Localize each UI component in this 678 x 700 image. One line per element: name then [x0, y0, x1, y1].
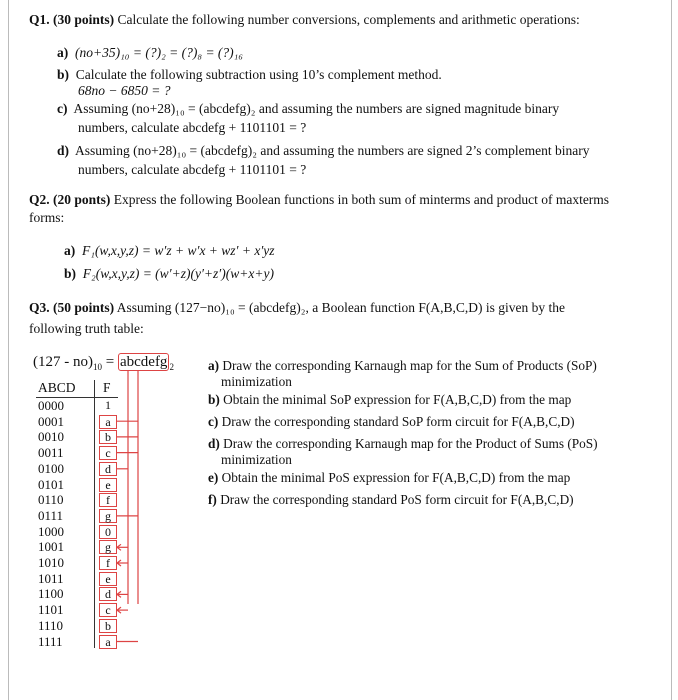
truth-row-abcd: 0001 — [38, 413, 64, 429]
q2-a-label: a) — [64, 243, 76, 258]
q3-task — [208, 436, 598, 468]
truth-row-abcd: 1000 — [38, 523, 64, 539]
q3-task — [208, 392, 571, 408]
truth-row-f: b — [99, 430, 117, 444]
q3-task-text2: minimization — [221, 452, 292, 467]
col-f-header: F — [103, 380, 111, 395]
q1-intro: Calculate the following number conversions, complements and arithmetic operations: — [117, 12, 580, 27]
eq-mid: = — [102, 354, 118, 370]
truth-row-f: 1 — [105, 398, 111, 412]
col-abcd-header: ABCD — [38, 380, 76, 395]
q3-intro2-text: following truth table: — [29, 321, 144, 336]
q1-d-label: d) — [57, 143, 70, 158]
q1-a-label: a) — [57, 45, 69, 60]
truth-row-f: c — [99, 446, 117, 460]
truth-row-f: b — [99, 619, 117, 633]
truth-row-abcd: 0101 — [38, 476, 64, 492]
truth-row-f: f — [99, 493, 117, 507]
q1-b-text: Calculate the following subtraction using 10’s complement method. — [75, 67, 442, 82]
truth-row-abcd: 1010 — [38, 555, 64, 570]
q3-task-text2: minimization — [221, 374, 292, 389]
q1-a-expr: (no+35)₁₀ = (?)₂ = (?)₈ = (?)₁₆ — [75, 45, 244, 60]
q3-task-label: f) — [208, 492, 221, 507]
truth-row-f: e — [99, 478, 117, 492]
q1-b-label: b) — [57, 67, 70, 82]
eq-sub: 10 — [93, 362, 102, 372]
truth-row-abcd: 1111 — [38, 633, 63, 649]
q3-task — [208, 470, 570, 486]
eq-left: (127 - no) — [33, 354, 93, 370]
truth-row-abcd: 1001 — [38, 539, 64, 555]
q3-task — [208, 414, 575, 430]
truth-row-f: a — [99, 415, 117, 429]
q3-task-label: a) — [208, 358, 223, 373]
truth-row-f: e — [99, 572, 117, 586]
truth-row-abcd: 0111 — [38, 507, 64, 523]
eq-sub2: 2 — [169, 362, 174, 372]
q3-task — [208, 358, 597, 390]
truth-row-abcd: 1110 — [38, 617, 64, 633]
q1-heading: Q1. (30 points) — [29, 12, 115, 27]
truth-row-f: d — [99, 462, 117, 476]
truth-row-abcd: 0011 — [38, 445, 64, 461]
q3-task-label: c) — [208, 414, 222, 429]
truth-row-abcd: 1011 — [38, 570, 64, 586]
q3-task-text: Draw the corresponding standard PoS form circuit for F(A,B,C,D) — [220, 492, 574, 507]
q3-task-text: Draw the corresponding standard SoP form circuit for F(A,B,C,D) — [221, 414, 575, 429]
q3-task-text: Draw the corresponding Karnaugh map for the Product of Sums (PoS) — [223, 436, 598, 451]
q2-a-expr: F₁(w,x,y,z) = w′z + w′x + wz′ + x′yz — [82, 243, 275, 258]
q3-task-text: Obtain the minimal SoP expression for F(A,B,C,D) from the map — [223, 392, 572, 407]
q1-d-line2-text: numbers, calculate abcdefg + 1101101 = ? — [78, 162, 307, 177]
q3-task-text: Draw the corresponding Karnaugh map for the Sum of Products (SoP) — [222, 358, 597, 373]
q3-task-label: e) — [208, 470, 222, 485]
truth-row-abcd: 1101 — [38, 602, 64, 618]
truth-row-f: d — [99, 587, 117, 601]
q2-b-label: b) — [64, 266, 77, 281]
q1-c-line1: Assuming (no+28)₁₀ = (abcdefg)₂ and assuming the numbers are signed magnitude binary — [73, 101, 560, 116]
eq-right-boxed: abcdefg — [119, 354, 168, 370]
q1-b-expr-text: 68no − 6850 = ? — [78, 83, 171, 98]
truth-row-f: 0 — [99, 525, 117, 539]
q2-intro2-text: forms: — [29, 210, 65, 225]
truth-row-abcd: 1100 — [38, 586, 64, 602]
q2-heading: Q2. (20 ponts) — [29, 192, 111, 207]
q1-c-label: c) — [57, 101, 68, 116]
q2-intro: Express the following Boolean functions in both sum of minterms and product of maxterms — [113, 192, 610, 207]
q3-task-label: d) — [208, 436, 224, 451]
q3-task — [208, 492, 574, 508]
truth-row-f: g — [99, 509, 117, 523]
q3-task-text: Obtain the minimal PoS expression for F(A,B,C,D) from the map — [221, 470, 571, 485]
truth-row-f: f — [99, 556, 117, 570]
q1-d-line1: Assuming (no+28)₁₀ = (abcdefg)₂ and assuming the numbers are signed 2’s complement binary — [75, 143, 590, 158]
q1-c-line2-text: numbers, calculate abcdefg + 1101101 = ? — [78, 120, 307, 135]
q3-intro1b: a Boolean function F(A,B,C,D) is given by the — [312, 300, 565, 315]
truth-row-f: a — [99, 635, 117, 649]
q3-heading: Q3. (50 points) — [29, 300, 115, 315]
truth-row-abcd: 0000 — [38, 398, 64, 413]
q2-b-expr: F₂(w,x,y,z) = (w′+z)(y′+z′)(w+x+y) — [82, 266, 274, 281]
truth-row-f: g — [99, 540, 117, 554]
q3-task-label: b) — [208, 392, 224, 407]
truth-row-f: c — [99, 603, 117, 617]
truth-row-abcd: 0010 — [38, 429, 64, 445]
truth-row-abcd: 0100 — [38, 460, 64, 476]
q3-intro1a: Assuming (127−no)₁₀ = (abcdefg)₂, — [116, 300, 309, 315]
truth-row-abcd: 0110 — [38, 492, 64, 508]
